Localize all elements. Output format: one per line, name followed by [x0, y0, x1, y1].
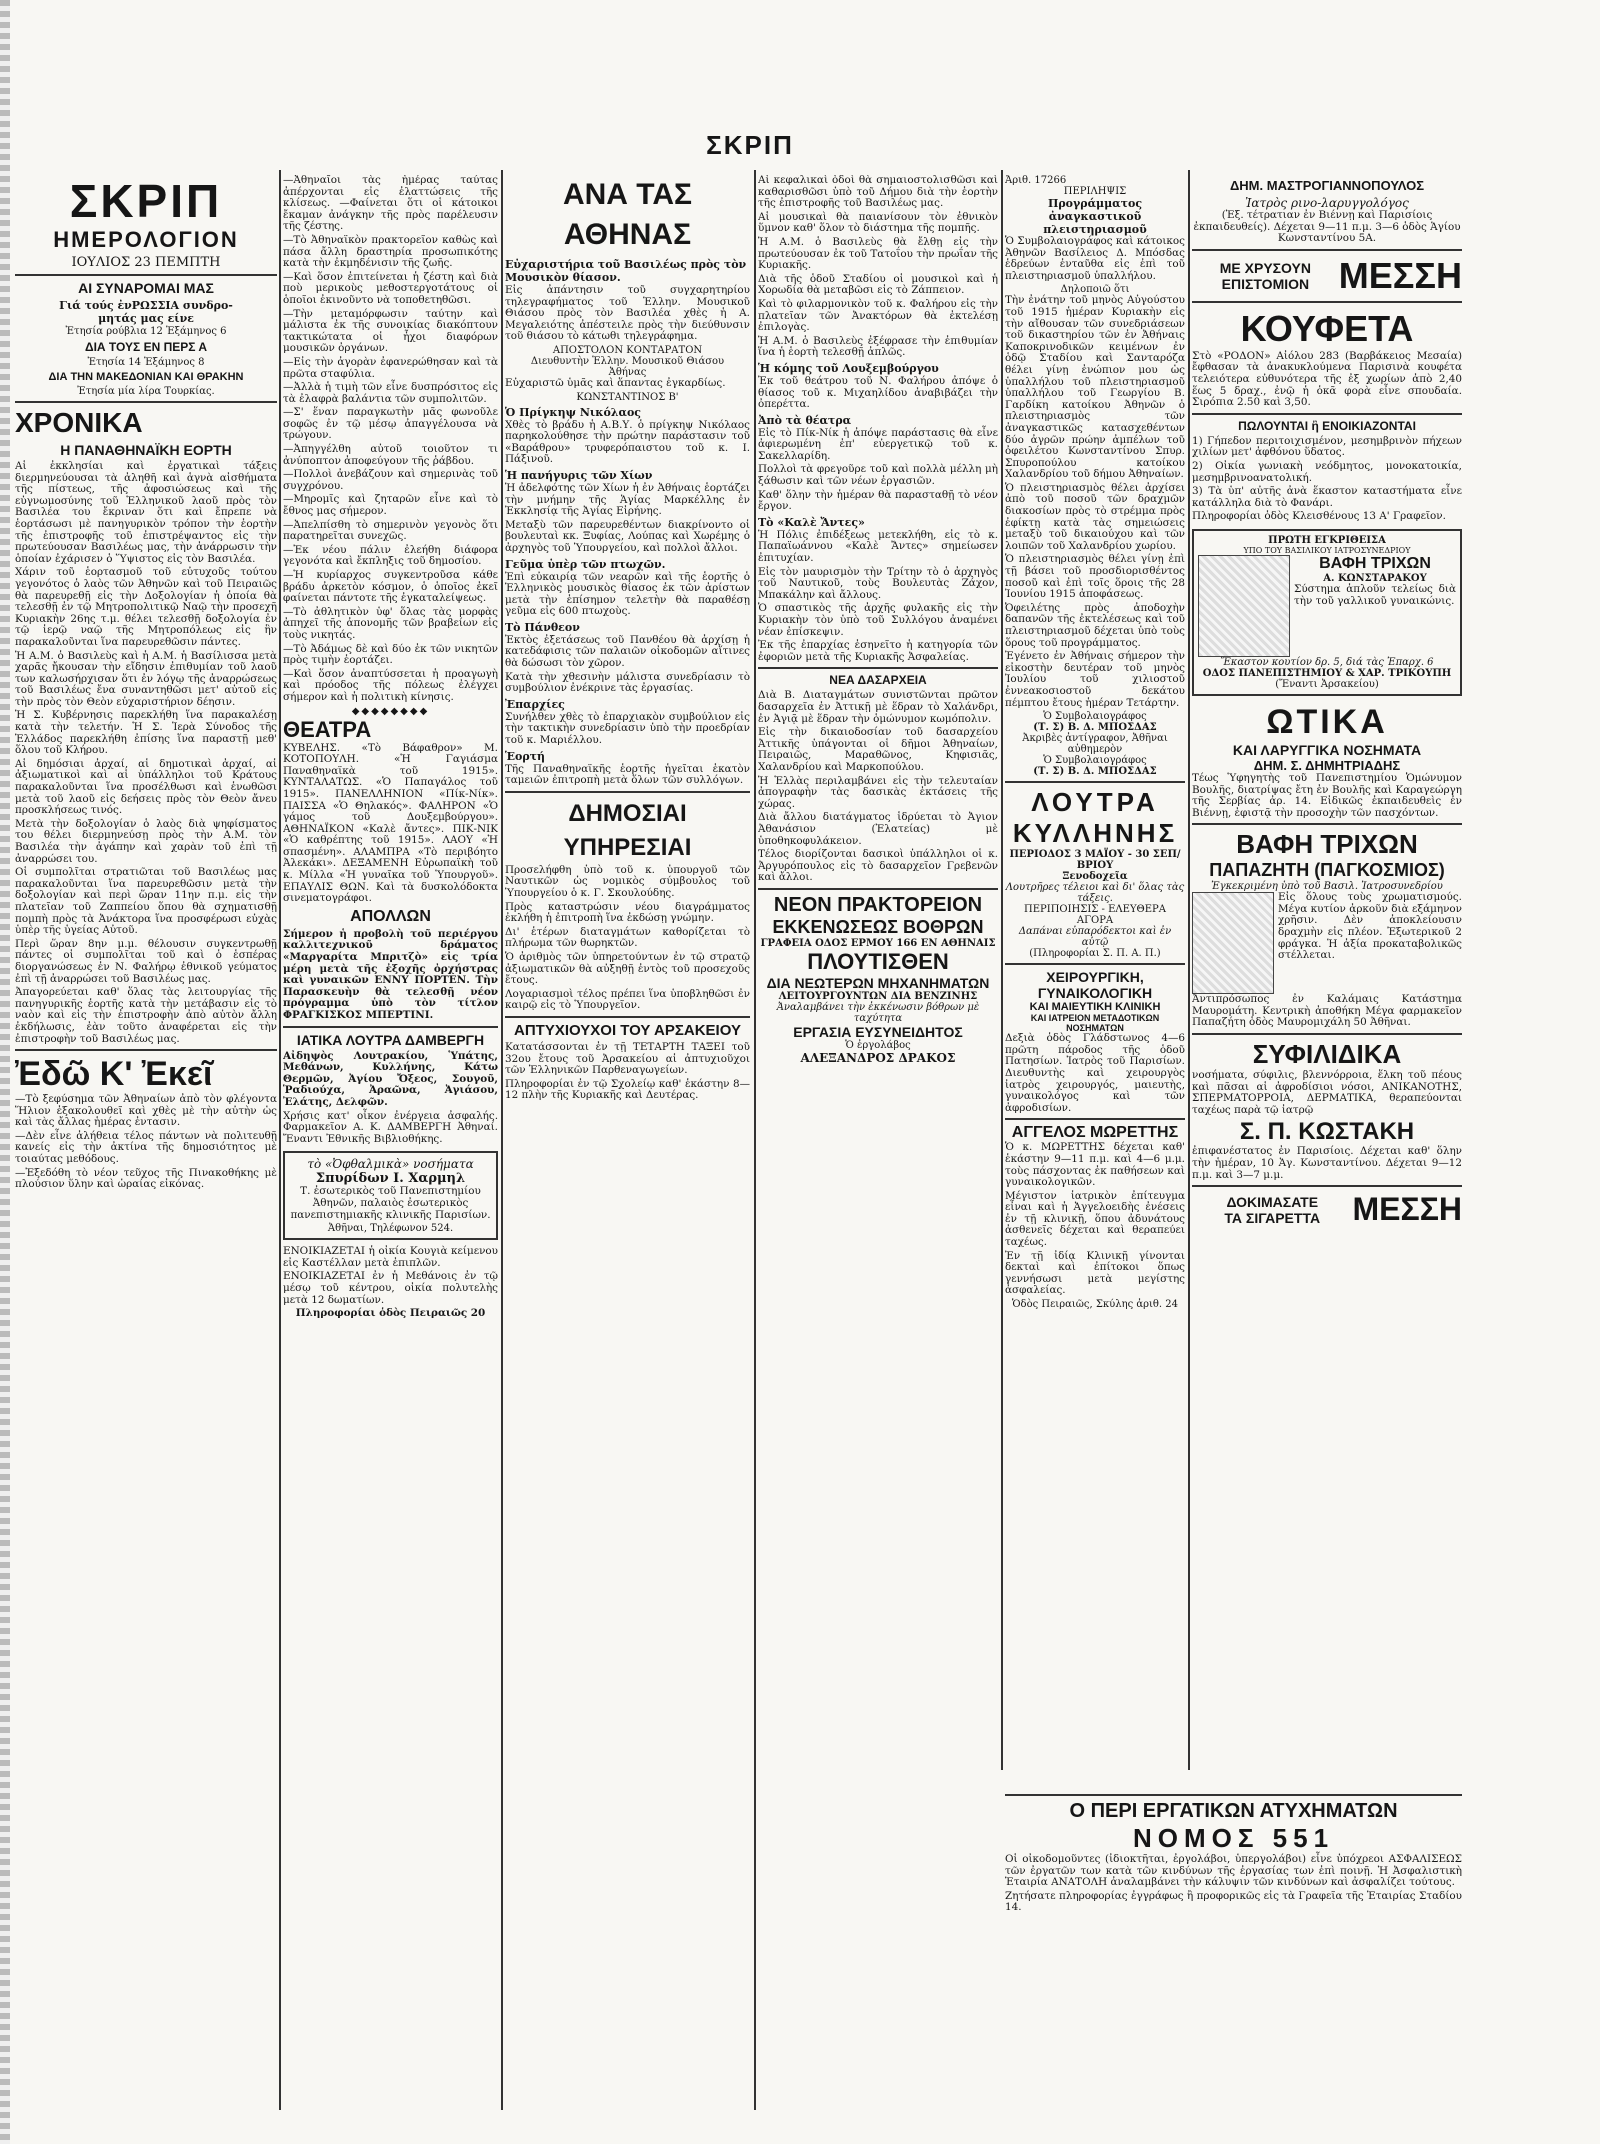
- ad-sale-item: 2) Οἰκία γωνιακὴ νεόδμητος, μονοκατοικία, μεσημβρινοανατολική.: [1192, 459, 1462, 484]
- ad-papazitis-subtitle: ΠΑΠΑΖΗΤΗ (ΠΑΓΚΟΣΜΙΟΣ): [1209, 860, 1445, 881]
- ad-papazitis-title: ΒΑΦΗ ΤΡΙΧΩΝ: [1236, 829, 1418, 860]
- ad-kyllini-cost: Δαπάναι εὐπαρόδεκτοι καὶ ἐν αὐτῷ: [1018, 926, 1172, 949]
- ad-kyllini-info: (Πληροφορίαι Σ. Π. Α. Π.): [1029, 948, 1161, 960]
- notice-declare: Δηλοποιῶ ὅτι: [1060, 284, 1130, 296]
- article-paragraph: Ἡ Σ. Κυβέρνησις παρεκλήθη ἵνα παρακαλέσῃ κατὰ τὴν τελετήν. Ἡ Σ. Ἱερὰ Σύνοδος τῆς Ἑλλάδος παρεκλήθη ἐπίσης ἵνα παραστῇ μεθ' ὅλου τοῦ Κλήρου.: [15, 709, 277, 757]
- ad-hair-dye-maker: Α. ΚΩΝΣΤΑΡΑΚΟΥ: [1323, 572, 1427, 584]
- ad-ophthalmology-doctor: Σπυρίδων Ι. Χαρμηλ: [315, 1171, 466, 1187]
- subheading: Ἀπὸ τὰ θέατρα: [758, 413, 852, 427]
- date-line: ΙΟΥΛΙΟΣ 23 ΠΕΜΠΤΗ: [71, 255, 221, 270]
- ad-agency-service: Ἀναλαμβάνει τὴν ἐκκένωσιν βόθρων μὲ ταχύτητα: [776, 1001, 980, 1024]
- ad-hair-dye-landmark: (Ἔναντι Ἀρσακείου): [1275, 678, 1379, 690]
- divider: [505, 1016, 750, 1018]
- ad-syphilis-doctor: Σ. Π. ΚΩΣΤΑΚΗ: [1239, 1118, 1415, 1146]
- section-heading-chronika: ΧΡΟΝΙΚΑ: [15, 407, 143, 438]
- ad-agency-address: ΓΡΑΦΕΙΑ ΟΔΟΣ ΕΡΜΟΥ 166 ΕΝ ΑΘΗΝΑΙΣ: [760, 937, 996, 949]
- calendar-heading: ΗΜΕΡΟΛΟΓΙΟΝ: [53, 227, 239, 252]
- notice-copy: Ἀκριβὲς ἀντίγραφον, Ἀθῆναι αὐθημερὸν: [1022, 733, 1168, 756]
- ad-morettis-text: Ὁ κ. ΜΩΡΕΤΤΗΣ δέχεται καθ' ἑκάστην 9—11 π.μ. καὶ 4—6 μ.μ. τοὺς πάσχοντας ἐκ παθήσεων καὶ γυναικολογικῶν.: [1005, 1141, 1185, 1189]
- ad-agency-title: ΝΕΟΝ ΠΡΑΚΤΟΡΕΙΟΝ: [773, 893, 983, 916]
- article-paragraph: Δι' ἑτέρων διαταγμάτων καθορίζεται τὸ πλήρωμα τῶν θωρηκτῶν.: [505, 925, 750, 950]
- subscriptions-heading: ΑΙ ΣΥΝΑΡΟΜΑΙ ΜΑΣ: [78, 280, 214, 296]
- article-title-panathenaic: Η ΠΑΝΑΘΗΝΑΪΚΗ ΕΟΡΤΗ: [60, 442, 232, 458]
- divider: [1005, 1118, 1185, 1120]
- article-paragraph: —Ἐξεδόθη τὸ νέον τεῦχος τῆς Πινακοθήκης μὲ πλούσιον ὕλην καὶ ὡραίας εἰκόνας.: [15, 1166, 277, 1191]
- ad-agency-machines: ΔΙΑ ΝΕΩΤΕΡΩΝ ΜΗΧΑΝΗΜΑΤΩΝ: [766, 974, 990, 991]
- notice-summary: ΠΕΡΙΛΗΨΙΣ: [1063, 186, 1127, 197]
- man-portrait-icon: [1192, 892, 1274, 994]
- divider: [1192, 1033, 1462, 1035]
- logo: ΣΚΡΙΠ: [69, 175, 223, 227]
- article-paragraph: Ἐκτὸς ἐξετάσεως τοῦ Πανθέου θὰ ἀρχίσῃ ἡ κατεδάφισις τῶν παλαιῶν οἰκοδομῶν αἵτινες θὰ δώσωσι τὸν χῶρον.: [505, 633, 750, 670]
- article-paragraph: Εἰς τὴν δικαιοδοσίαν τοῦ δασαρχείου Ἀττικῆς ὑπάγονται οἱ δῆμοι Ἀθηναίων, Πειραιῶς, Μαραθῶνος, Κηφισιᾶς, Χαλανδρίου καὶ Μαρκοπούλου.: [758, 726, 998, 773]
- divider: [758, 667, 998, 669]
- column-6: [1192, 175, 1462, 1775]
- ad-hair-dye-price: Ἕκαστον κουτίον δρ. 5, διά τὰς Ἐπαρχ. 6: [1220, 656, 1434, 668]
- masthead: ΣΚΡΙΠ: [706, 130, 794, 160]
- ad-morettis-title: ΑΓΓΕΛΟΣ ΜΩΡΕΤΤΗΣ: [1011, 1124, 1179, 1142]
- divider: [1192, 1185, 1462, 1187]
- ad-agency-contractor: Ὁ ἐργολάβος: [845, 1039, 911, 1051]
- subheading: Ὁ Πρίγκηψ Νικόλαος: [505, 405, 641, 419]
- article-paragraph: Λογαριασμοὶ τέλος πρέπει ἵνα ὑποβληθῶσι ἐν καιρῷ εἰς τὸ Ὑπουργεῖον.: [505, 987, 750, 1012]
- article-paragraph: —Δὲν εἶνε ἀλήθεια τέλος πάντων νὰ πολιτευθῇ κανείς εἰς τὴν ἀκτίνα τῆς δημοσιότητος μὲ τοιαύτας μεθόδους.: [15, 1129, 277, 1166]
- article-paragraph: Διὰ Β. Διαταγμάτων συνιστῶνται πρῶτον δασαρχεῖα ἐν Ἀττικῇ μὲ ἕδραν τὸ Χαλάνδρι, ἐν Ἀγιᾷ μὲ ἕδραν τὴν ὁμώνυμον κωμόπολιν.: [758, 689, 998, 725]
- ad-agency-name: ΑΛΕΞΑΝΔΡΟΣ ΔΡΑΚΟΣ: [800, 1050, 956, 1065]
- section-heading-here-and-there: Ἐδῶ Κ' Ἐκεῖ: [15, 1055, 213, 1094]
- article-paragraph: Χάριν τοῦ ἑορτασμοῦ τοῦ εὐτυχοῦς τούτου γεγονότος ὁ λαὸς τῶν Ἀθηνῶν καὶ τοῦ Πειραιῶς θὰ παρευρεθῇ εἰς τὴν Δοξολογίαν ἡ ὁποία θὰ τελεσθῇ ἐν τῷ Μητροπολιτικῷ Ναῷ τὴν προσεχῆ Κυριακὴν 26ης τ.μ. θέλει τελεσθῇ δοξολογία ἐν τῷ ἱερῷ ναῷ τῆς Μητροπόλεως εἰς ἣν παρακαλοῦνται ἵνα παρευρεθῶσιν πάντες.: [15, 566, 277, 648]
- subheading: Ἡ πανήγυρις τῶν Χίων: [505, 468, 653, 482]
- divider: [505, 791, 750, 793]
- ad-ophthalmology-text: Τ. ἐσωτερικὸς τοῦ Πανεπιστημίου Ἀθηνῶν, παλαιὸς ἐσωτερικὸς πανεπιστημιακῆς κλινικῆς Παρισίων.: [290, 1185, 491, 1221]
- divider: [1192, 249, 1462, 251]
- divider: [283, 1026, 498, 1028]
- article-paragraph: —Τὸ Ἀδάμως δὲ καὶ δύο ἐκ τῶν νικητῶν πρὸς τιμὴν ἑορτάζει.: [283, 642, 498, 667]
- article-paragraph: Ὁ ἀριθμὸς τῶν ὑπηρετούντων ἐν τῷ στρατῷ ἀξιωματικῶν θὰ αὐξηθῇ ἐντὸς τοῦ προσεχοῦς ἔτους.: [505, 950, 750, 987]
- ornament-divider: ◆◆◆◆◆◆◆◆: [351, 705, 430, 717]
- article-paragraph: —Πολλοὶ ἀνεβάζουν καὶ σημερινὰς τοῦ συγχρόνου.: [283, 468, 498, 492]
- ad-hair-dye-text: Σύστημα ἁπλοῦν τελείως διὰ τὴν τοῦ γαλλικοῦ γυναικώνις.: [1294, 582, 1456, 607]
- article-paragraph: —Καὶ ὅσον ἀναπτύσσεται ἡ προαγωγὴ καὶ πρόοδος τῆς πόλεως ἐλέγχει σήμερον καὶ ἡ πολιτικὴ κίνησις.: [283, 667, 498, 703]
- ad-damvergis-list: Αἰδηψὸς Λουτρακίου, Ὑπάτης, Μεθάνων, Κυλλήνης, Κάτω Θερμῶν, Ἀγίου Ὄξεος, Σουγοῦ, Ῥαδιούχα, Ἀραῶνα, Ἀγιάσου, Ἐλάτης, Δελφῶν.: [283, 1049, 498, 1108]
- telegram-recipient-role: Διευθυντὴν Ἑλλην. Μουσικοῦ Θιάσου: [530, 355, 725, 367]
- ad-otika-subtitle: ΚΑΙ ΛΑΡΥΓΓΙΚΑ ΝΟΣΗΜΑΤΑ: [1232, 741, 1422, 758]
- telegram-recipient-city: Ἀθήνας: [608, 366, 647, 378]
- notice-signer-role-2: Ὁ Συμβολαιογράφος: [1043, 755, 1147, 767]
- article-paragraph: Εὐχαριστῶ ὑμᾶς καὶ ἅπαντας ἐγκαρδίως.: [505, 376, 726, 389]
- ad-syphilis-hours: ἐπιφανέστατος ἐν Παρισίοις. Δέχεται καθ' ὅλην τὴν ἡμέραν, 10 Ἁγ. Κωνσταντίνου. Δέχεται 9—12 π.μ. καὶ 3—7 μ.μ.: [1192, 1145, 1462, 1181]
- ad-syphilis-text: νοσήματα, σύφιλις, βλεννόρροια, ἕλκη τοῦ πέους καὶ πᾶσαι αἱ ἀφροδίσιοι νόσοι, ΑΝΙΚΑΝΟΤΗΣ, ΣΠΕΡΜΑΤΟΡΡΟΙΑ, ΔΕΡΜΑΤΙΚΑ, θεραπεύονται ταχέως παρὰ τῷ ἰατρῷ: [1192, 1069, 1462, 1116]
- notice-paragraph: Ἐγένετο ἐν Ἀθήναις σήμερον τὴν εἰκοστὴν δευτέραν τοῦ μηνὸς Ἰουλίου τοῦ χιλιοστοῦ ἐννεακοσιοστοῦ δεκάτου πέμπτου ἔτους ἡμέραν Τετάρτην.: [1005, 650, 1185, 709]
- column-rule: [501, 170, 503, 2110]
- telegram-recipient: ΑΠΟΣΤΟΛΟΝ ΚΟΝΤΑΡΑΤΟΝ: [552, 344, 703, 356]
- article-paragraph: Αἱ δημόσιαι ἀρχαί, αἱ δημοτικαὶ ἀρχαί, αἱ ἀξιωματικοὶ καὶ αἱ ὑπάλληλοι τοῦ Κράτους παρακαλοῦνται ἵνα προσέλθωσι καὶ ἑνωθῶσι μετὰ τοῦ λαοῦ εἰς δεήσεις πρὸς τὸν Θεὸν ἄνευ προσκλήσεως τινός.: [15, 757, 277, 817]
- article-paragraph: —Ἀθηναῖοι τὰς ἡμέρας ταύτας ἀπέρχονται εἰς ἐλαττώσεις τῆς κλίσεως. —Φαίνεται ὅτι οἱ κάτοικοι ἔκαμαν ἀνάγκην τῆς πρὸς παρέλευσιν τῆς ζέστης.: [283, 175, 498, 233]
- notice-signer-role: Ὁ Συμβολαιογράφος: [1043, 711, 1147, 723]
- ad-otika-title: ΩΤΙΚΑ: [1266, 702, 1388, 741]
- notice-paragraph: Ὁ πλειστηριασμὸς θέλει γίνῃ ἐπὶ τῇ βάσει τοῦ προσδιορισθέντος ποσοῦ καὶ ἐπὶ τοῖς ὅροις τῆς 28 Ἰουνίου 1915 ἀποφάσεως.: [1005, 553, 1185, 601]
- ad-agency-subtitle: ΕΚΚΕΝΩΣΕΩΣ ΒΟΘΡΩΝ: [772, 916, 984, 937]
- ad-sale-title: ΠΩΛΟΥΝΤΑΙ ἢ ΕΝΟΙΚΙΑΖΟΝΤΑΙ: [1238, 418, 1416, 433]
- ad-kyllini-subtitle: ΚΥΛΛΗΝΗΣ: [1012, 818, 1178, 849]
- article-paragraph: —Σ' ἕναν παραγκωτὴν μᾶς φωνοῦλε σοφῶς ἐν τῷ μέσῳ ἀπαγγέλουσα νὰ τρώγουν.: [283, 406, 498, 442]
- ad-papazitis-agent: Ἀντιπρόσωπος ἐν Καλάμαις Κατάστημα Μαυρομάτη. Κεντρικὴ ἀποθήκη Μέγα φαρμακεῖον Παπαζήτη ὁδὸς Μαυρομιχάλη 50 Ἀθῆναι.: [1192, 993, 1462, 1029]
- article-paragraph: —Ἀλλὰ ἡ τιμὴ τῶν εἶνε δυσπρόσιτος εἰς τὰ ἐλαφρὰ βαλάντια τῶν συμπολιτῶν.: [283, 381, 498, 405]
- ad-agency-petrol: ΛΕΙΤΟΥΡΓΟΥΝΤΩΝ ΔΙΑ ΒΕΝΖΙΝΗΣ: [778, 990, 978, 1002]
- divider: [1005, 963, 1185, 965]
- ad-messi-cigarettes: [1192, 1191, 1462, 1228]
- column-4: [758, 175, 998, 2125]
- article-paragraph: Καὶ τὸ φιλαρμονικὸν τοῦ κ. Φαλήρου εἰς τὴν πλατεῖαν τῶν Ἀνακτόρων θὰ ἐκτελέσῃ ἐπιλογὰς.: [758, 297, 998, 334]
- article-paragraph: Τῆς Παναθηναϊκῆς ἑορτῆς ἡγεῖται ἑκατὸν ταμειῶν ἐπιτροπὴ μετὰ ὅλων τῶν συλλόγων.: [505, 762, 750, 787]
- subheading: Ἐπαρχίες: [505, 697, 565, 711]
- article-paragraph: Ὁ σπαστικὸς τῆς ἀρχῆς φυλακῆς εἰς τὴν Κυριακὴν τὸν ὑπὸ τοῦ Συλλόγου ἀναμένει νέαν ἐπίσκεψιν.: [758, 602, 998, 638]
- ad-hair-dye-approver: ΥΠΟ ΤΟΥ ΒΑΣΙΛΙΚΟΥ ΙΑΤΡΟΣΥΝΕΔΡΙΟΥ: [1243, 545, 1411, 555]
- arsakeio-heading: ΑΠΤΥΧΙΟΥΧΟΙ ΤΟΥ ΑΡΣΑΚΕΙΟΥ: [514, 1021, 741, 1039]
- ad-kyllini-service: ΠΕΡΙΠΟΙΗΣΙΣ - ΕΛΕΥΘΕΡΑ ΑΓΟΡΑ: [1024, 904, 1166, 927]
- ad-messi-mouthpiece: [1192, 255, 1462, 297]
- column-1: [15, 175, 277, 2125]
- article-paragraph: Αἱ ἐκκλησίαι καὶ ἐργατικαὶ τάξεις διερμηνεύουσαι τὰ ἀληθῆ καὶ ἁγνὰ αἰσθήματα τῆς πίστεως, τῆς ἀφοσιώσεως καὶ τῆς εὐγνωμοσύνης τοῦ Ἑλληνικοῦ λαοῦ πρὸς τὸν Βασιλέα του ἔκριναν ὅτι καὶ ἔπρεπε νὰ ἑορτάσωσι μὲ πανηγυρικὸν τρόπον τὴν ἑορτὴν τῆς ἐπιστροφῆς τοῦ ἐπιστρέψαντος εἰς τὴν πρωτεύουσαν Βασιλέως μας, τὴν ἀνάρρωσιν τὴν ὁποίαν ἐχάρισεν ὁ Ὕψιστος εἰς τὸν Βασιλέα.: [15, 460, 277, 565]
- ad-rent-1: ΕΝΟΙΚΙΑΖΕΤΑΙ ἡ οἰκία Κουγιὰ κείμενου εἰς Καστέλλαν μετὰ ἐπιπλῶν.: [283, 1245, 498, 1269]
- article-paragraph: —Τὸ Ἀθηναϊκὸν πρακτορεῖον καθὼς καὶ πάσα ἄλλη δραστηρία προσωπικότης κατὰ τὴν ἐκμηδένισιν τῆς ζωῆς.: [283, 233, 498, 270]
- article-paragraph: Ἡ ἀδελφότης τῶν Χίων ἡ ἐν Ἀθήναις ἑορτάζει τὴν μνήμην τῆς Ἁγίας Μαρκέλλης ἐν Ἐκκλησίᾳ τῆς Ἀγίας Εἰρήνης.: [505, 481, 750, 518]
- divider: [1005, 781, 1185, 783]
- article-paragraph: Διὰ τῆς ὁδοῦ Σταδίου οἱ μουσικοὶ καὶ ἡ Χορωδία θὰ μεταβῶσι εἰς τὸ Ζάππειον.: [758, 272, 998, 297]
- article-paragraph: Κατὰ τὴν χθεσινὴν μάλιστα συνεδρίασιν τὸ συμβούλιον ἐνέκρινε τὰς ἐργασίας.: [505, 670, 750, 695]
- article-paragraph: Πληροφορίαι ἐν τῷ Σχολείῳ καθ' ἑκάστην 8—12 πλὴν τῆς Κυριακῆς καὶ Δευτέρας.: [505, 1077, 750, 1102]
- apollon-paragraph: Σήμερον ἡ προβολὴ τοῦ περιέργου καλλιτεχνικοῦ δράματος «Μαργαρίτα Μπριτζὸ» εἰς τρία μέρη μετὰ τῆς ἐξοχῆς ὀρχήστρας καὶ γυναικῶν ΕΝΝΥ ΠΟΡΤΕΝ. Τὴν Παρασκευὴν θὰ τελεσθῇ νέον πρόγραμμα ὑπὸ τὸν τίτλον ΦΡΑΓΚΙΣΚΟΣ ΜΠΕΡΤΙΝΙ.: [283, 927, 498, 1021]
- article-paragraph: Ἡ Α.Μ. ὁ Βασιλεὺς θὰ ἔλθῃ εἰς τὴν πρωτεύουσαν ἐκ τοῦ Τατοΐου τὴν πρωΐαν τῆς Κυριακῆς.: [758, 235, 998, 272]
- article-paragraph: Διὰ ἄλλου διατάγματος ἱδρύεται τὸ Ἀγιον Ἀθανάσιον (Ἐλατείας) μὲ ὑποθηκοφυλάκειον.: [758, 811, 998, 847]
- article-paragraph: Περὶ ὥραν 8ην μ.μ. θέλουσιν συγκεντρωθῇ πάντες οἱ συμπολῖται τοῦ καὶ ὁ ἑσπέρας διοργανώσεως ἐν Ν. Φαλήρῳ ἐθνικοῦ γεύματος ἐπὶ τῇ ἀναρρώσει τοῦ Βασιλέως μας.: [15, 937, 277, 985]
- divider: [15, 1049, 277, 1051]
- article-paragraph: Καθ' ὅλην τὴν ἡμέραν θὰ παρασταθῇ τὸ νέον ἔργον.: [758, 488, 998, 513]
- ad-syphilis-title: ΣΥΦΙΛΙΔΙΚΑ: [1252, 1039, 1402, 1070]
- column-2: [283, 175, 498, 2125]
- article-paragraph: —Καὶ ὅσον ἐπιτείνεται ἡ ζέστη καὶ διὰ ποὺ μερικοὺς μεθοστεργοτάτους οἱ ὁποῖοι ἐκινοῦντο νὰ τοποθετηθῶσι.: [283, 270, 498, 306]
- notice-signer: (Τ. Σ) Β. Δ. ΜΠΟΣΔΑΣ: [1033, 722, 1157, 734]
- column-rule: [279, 170, 281, 2110]
- column-rule: [1001, 170, 1003, 1770]
- article-paragraph: Αἱ κεφαλικαὶ ὁδοὶ θὰ σημαιοστολισθῶσι καὶ καθαρισθῶσι ὑπὸ τοῦ Δήμου διὰ τὴν ἑορτὴν τῆς ἐπιστροφῆς τοῦ Βασιλέως μας.: [758, 175, 998, 210]
- ad-cigarettes-line-1: ΔΟΚΙΜΑΣΑΤΕ: [1226, 1193, 1319, 1210]
- ad-hair-dye-title: ΒΑΦΗ ΤΡΙΧΩΝ: [1319, 554, 1431, 572]
- ad-clinic-subtitle: ΚΑΙ ΜΑΙΕΥΤΙΚΗ ΚΛΙΝΙΚΗ: [1029, 1001, 1161, 1014]
- subheading: Γεῦμα ὑπὲρ τῶν πτωχῶν.: [505, 557, 666, 571]
- divider: [758, 888, 998, 890]
- article-paragraph: Ἡ Α.Μ. ὁ Βασιλεὺς καὶ ἡ Α.Μ. ἡ Βασίλισσα μετὰ χαρᾶς ἤκουσαν τὴν εἴδησιν ἐπιθυμίαν τοῦ λαοῦ των καλωσήρχισαν ὅτι ἐν λόγῳ τῆς ἀναρρώσεως τοῦ Βασιλέως ἔνα συναντηθῶσι μετ' αὐτοῦ εἰς τὴν πρὸς τὸν Θεὸν εὐχαριστήριον δέησιν.: [15, 649, 277, 708]
- article-paragraph: Ἀπαγορεύεται καθ' ὅλας τὰς λειτουργίας τῆς πανηγυρικῆς ἑορτῆς κατὰ τὴν μετάβασιν εἰς τὸ ναὸν καὶ εἰς τὴν ἐπιστροφὴν ἀπὸ αὐτὸν ἄλλη ἐκδήλωσις, ἐὰν τοῦτο ἀναφέρεται εἰς τὴν ἐπιστροφὴν τοῦ Βασιλέως μας.: [15, 986, 277, 1045]
- ad-kyllini-title: ΛΟΥΤΡΑ: [1031, 787, 1159, 818]
- article-paragraph: Ἡ Πόλις ἐπιδέξεως μετεκλήθη, εἰς τὸ κ. Παπαϊωάννου «Καλὲ Ἄντες» σημείωσεν ἐπιτυχίαν.: [758, 528, 998, 565]
- ad-cigarettes-brand: ΜΕΣΣΗ: [1352, 1191, 1462, 1228]
- notice-paragraph: Ὀφειλέτης πρὸς ἀποδοχὴν δαπανῶν τῆς ἐκτελέσεως καὶ τοῦ πλειστηριασμοῦ δέχεται ὑπὸ τοὺς ὅρους τοῦ προγράμματος.: [1005, 601, 1185, 649]
- subheading: Ἑορτή: [505, 749, 546, 763]
- ad-doctor-name: ΔΗΜ. ΜΑΣΤΡΟΓΙΑΝΝΟΠΟΥΛΟΣ: [1229, 178, 1425, 193]
- law-number: ΝΟΜΟΣ 551: [1132, 1823, 1335, 1853]
- ad-rent-2: ΕΝΟΙΚΙΑΖΕΤΑΙ ἐν ἡ Μεθάνοις ἐν τῷ μέσῳ τοῦ κέντρου, οἰκία πολυτελὴς μετὰ 12 δωματίων.: [283, 1270, 498, 1306]
- ad-sale-item: 3) Τὰ ὑπ' αὐτῆς ἀνὰ ἕκαστον καταστήματα εἶνε κατάλληλα διὰ τὸ Φανάρι.: [1192, 485, 1462, 509]
- subheading: Τὸ «Καλὲ Ἄντες»: [758, 515, 865, 529]
- ad-hair-dye-box: [1192, 529, 1462, 696]
- divider: [1005, 1794, 1462, 1796]
- article-paragraph: Εἰς τὸ Πίκ-Νίκ ἡ ἀπόψε παράστασις θὰ εἶνε ἀφιερωμένη ἐπ' εὐεργετικῷ τοῦ κ. Σακελλαρίδη.: [758, 426, 998, 462]
- article-paragraph: —Εἰς τὴν ἀγορὰν ἐφανερώθησαν καὶ τὰ πρῶτα σταφύλια.: [283, 355, 498, 380]
- article-paragraph: Ἐκ τοῦ θεάτρου τοῦ Ν. Φαλήρου ἀπόψε ὁ θίασος τοῦ κ. Μιχαηλίδου ἀναβιβάζει τὴν ὀπερέττα.: [758, 374, 998, 411]
- notice-signer-2: (Τ. Σ) Β. Δ. ΜΠΟΣΔΑΣ: [1033, 766, 1157, 778]
- ad-clinic-subtitle-2: ΚΑΙ ΙΑΤΡΕΙΟΝ ΜΕΤΑΔΟΤΙΚΩΝ ΝΟΣΗΜΑΤΩΝ: [1030, 1013, 1160, 1034]
- forestry-heading: ΝΕΑ ΔΑΣΑΡΧΕΙΑ: [829, 673, 927, 688]
- ad-ophthalmology-box: [283, 1151, 498, 1240]
- ad-kyllini-period: ΠΕΡΙΟΔΟΣ 3 ΜΑΪΟΥ - 30 ΣΕΠ/ΒΡΙΟΥ: [1009, 849, 1181, 872]
- article-paragraph: Εἰς τὸν μαυρισμὸν τὴν Τρίτην τὸ ὁ ἀρχηγὸς τοῦ Ναυτικοῦ, τοὺς Βουλευτὰς Ζάχον, Μπακάλην καὶ ἄλλους.: [758, 565, 998, 601]
- article-paragraph: Τέλος διορίζονται δασικοὶ ὑπάλληλοι οἱ κ. Ἀργυρόπουλος εἰς τὸ δασαρχεῖον Γρεβενῶν καὶ ἄλλοι.: [758, 848, 998, 884]
- article-paragraph: Εἰς ἀπάντησιν τοῦ συγχαρητηρίου τηλεγραφήματος τοῦ Ἑλλην. Μουσικοῦ Θιάσου πρὸς τὸν Βασιλέα χθὲς ἡ Α. Μεγαλειότης ἀπέστειλε πρὸς τὴν διεύθυνσιν τοῦ θιάσου τὸ κάτωθι τηλεγράφημα.: [505, 284, 750, 343]
- ad-hair-dye-address: ΟΔΟΣ ΠΑΝΕΠΙΣΤΗΜΙΟΥ & ΧΑΡ. ΤΡΙΚΟΥΠΗ: [1202, 667, 1452, 679]
- ad-sale-item: 1) Γήπεδον περιτοιχισμένον, μεσημβρινὸν πήχεων χιλίων μετ' ἀφθόνου ὕδατος.: [1192, 434, 1462, 459]
- section-title-athens: ΑΝΑ ΤΑΣ ΑΘΗΝΑΣ: [562, 178, 693, 251]
- law-text: Οἱ οἰκοδομοῦντες (ἰδιοκτῆται, ἐργολάβοι, ὑπεργολάβοι) εἶνε ὑπόχρεοι ΑΣΦΑΛΙΣΕΩΣ τῶν ἐργατῶν των κατὰ τῶν κινδύνων τῆς ἐργασίας των ἐπὶ ποινῇ. Ἡ Ἀσφαλιστικὴ Ἑταιρία ΑΝΑΤΟΛΗ ἀναλαμβάνει τὴν κάλυψιν τῶν κινδύνων καὶ ἀσφαλίζει τούτους.: [1005, 1853, 1462, 1889]
- ad-otika-doctor: ΔΗΜ. Σ. ΔΗΜΗΤΡΙΑΔΗΣ: [1253, 757, 1401, 773]
- article-paragraph: Προσελήφθη ὑπὸ τοῦ κ. ὑπουργοῦ τῶν Ναυτικῶν ὡς νομικὸς σύμβουλος τοῦ Ὑπουργείου ὁ κ. Γ. Σκουλούδης.: [505, 863, 750, 899]
- article-paragraph: Ἐκ τῆς ἐπαρχίας ἐσηνεῖτο ἡ κατηγορία τῶν ἐφοριῶν μετὰ τῆς Κυριακῆς Ἀσφαλείας.: [758, 639, 998, 663]
- ad-messi-brand: ΜΕΣΣΗ: [1338, 254, 1462, 296]
- apollon-heading: ΑΠΟΛΛΩΝ: [350, 907, 431, 925]
- notice-paragraph: Ὁ πλειστηριασμὸς θέλει ἀρχίσει ἀπὸ τοῦ ποσοῦ τῶν δραχμῶν διακοσίων πρὸς τὸ στρέμμα πρὸς ἐφίκτῃ κατὰ τὰς σημειώσεις μεταξὺ τοῦ δικαιούχου καὶ τῶν λοιπῶν τοῦ Χαλανδρίου χωρίου.: [1005, 481, 1185, 552]
- subscription-persia-price: Ἐτησία 14 Ἑξάμηνος 8: [87, 357, 205, 368]
- ad-agency-enriched: ΠΛΟΥΤΙΣΘΕΝ: [807, 948, 949, 974]
- ad-papazitis-approved: Ἐγκεκριμένη ὑπὸ τοῦ Βασιλ. Ἰατροσυνεδρίου: [1211, 881, 1443, 893]
- divider: [15, 274, 277, 276]
- article-paragraph: Μεταξὺ τῶν παρευρεθέντων διακρίνοντο οἱ βουλευταὶ κκ. Ξυφίας, Λούπας καὶ Χωρέμης ὁ ἀρχηγὸς τοῦ Ὑπουργείου, καὶ πολλοὶ ἄλλοι.: [505, 518, 750, 554]
- article-paragraph: Κατατάσσονται ἐν τῇ ΤΕΤΑΡΤΗ ΤΑΞΕΙ τοῦ 32ου ἔτους τοῦ Ἀρσακείου αἱ ἀπτυχιοῦχοι τῶν Ἑλληνικῶν Παρθεναγωγείων.: [505, 1040, 750, 1077]
- article-paragraph: —Ἡ κυρίαρχος συγκεντροῦσα κάθε βράδυ ἀρκετὸν κόσμον, ὁ ὁποῖος ἐκεῖ φαίνεται πάντοτε τῆς ἐγκαταλείψεως.: [283, 569, 498, 605]
- ad-ophthalmology-title: τὸ «Ὀφθαλμικὰ» νοσήματα: [307, 1157, 474, 1172]
- ad-agency-work: ΕΡΓΑΣΙΑ ΕΥΣΥΝΕΙΔΗΤΟΣ: [793, 1023, 963, 1040]
- article-paragraph: Πολλοὶ τὰ φρεγοῦρε τοῦ καὶ πολλὰ μέλλη μὴ ξάθωσιν καὶ τῶν νέων ἐργασιῶν.: [758, 463, 998, 488]
- notice-paragraph: Τὴν ἐνάτην τοῦ μηνὸς Αὐγούστου τοῦ 1915 ἡμέραν Κυριακὴν εἰς τὴν αἴθουσαν τῶν συνεδριάσεων τοῦ δικαστηρίου τῶν ἐν Ἀθήναις Καποκρινοδικῶν κειμένων ἐν ὁδῷ Σταδίου καὶ Σανταρόζα θέλει γίνῃ ἐνώπιον μου ὡς ὑπαλλήλου τοῦ πλειστηριασμοῦ ὑπαλλήλου τοῦ Γεωργίου Β. Γαρδίκη κατοίκου Ἀθηνῶν ὁ πλειστηριασμὸς τῶν ἀναγκαστικῶς κατασχεθέντων δύο ἀγρῶν πρώην ἀμπέλων τοῦ ὀφειλέτου Κωνσταντίνου Σπυρ. Σπυροπούλου κατοίκου Χαλανδρίου τοῦ δήμου Ἀθηναίων.: [1005, 294, 1185, 481]
- ad-papazitis-text: Εἰς ὅλους τοὺς χρωματισμούς. Μέγα κυτίον ἀρκοῦν διὰ εξάμηνον χρῆσιν. Δὲν ἀποκλείουσιν δραχμὴν εἰς πλέον. Ἐξωτερικοῦ 2 φράγκα. Ἡ ἀξία προκαταβολικῶς στέλλεται.: [1278, 891, 1462, 962]
- divider: [1192, 823, 1462, 825]
- column-rule: [1188, 170, 1190, 1770]
- article-paragraph: Χθὲς τὸ βράδυ ἡ Α.Β.Υ. ὁ πρίγκηψ Νικόλαος παρηκολούθησε τὴν πρώτην παράστασιν τοῦ «Βαράθρου» τρυφερόπαιστου τοῦ κ. Ι. Πάξινοῦ.: [505, 418, 750, 466]
- ad-morettis-address: Ὁδὸς Πειραιῶς, Σκύλης ἀριθ. 24: [1011, 1299, 1179, 1311]
- divider: [15, 401, 277, 403]
- subscription-russia-price: Ἐτησία ρούβλια 12 Ἑξάμηνος 6: [65, 326, 227, 337]
- notice-title: Προγράμματος ἀναγκαστικοῦ πλειστηριασμοῦ: [1043, 197, 1147, 236]
- article-paragraph: Αἱ μουσικαὶ θὰ παιανίσουν τὸν ἐθνικὸν ὕμνον καθ' ὅλον τὸ διάστημα τῆς πομπῆς.: [758, 210, 998, 235]
- section-heading-theatres: ΘΕΑΤΡΑ: [283, 716, 372, 742]
- ad-doctor-specialty: Ἰατρὸς ρινο-λαρυγγολόγος: [1245, 196, 1409, 210]
- ad-kyllini-hotels: Ξενοδοχεῖα: [1062, 871, 1128, 883]
- subscription-persia: ΔΙΑ ΤΟΥΣ ΕΝ ΠΕΡΣ Α: [84, 340, 208, 354]
- section-title-public-services: ΔΗΜΟΣΙΑΙ ΥΠΗΡΕΣΙΑΙ: [563, 799, 692, 861]
- divider: [1192, 301, 1462, 303]
- ad-sale-info: Πληροφορίαι ὁδὸς Κλεισθένους 13 Α' Γραφεῖον.: [1192, 510, 1446, 523]
- ad-clinic-title: ΧΕΙΡΟΥΡΓΙΚΗ, ΓΥΝΑΙΚΟΛΟΓΙΚΗ: [1037, 969, 1153, 1002]
- subheading: Τὸ Πάνθεον: [505, 620, 580, 634]
- ad-damvergis-text: Χρήσις κατ' οἶκον ἐνέργεια ἀσφαλής. Φαρμακεῖον Α. Κ. ΔΑΜΒΕΡΓΗ Ἀθηναί. Ἔναντι Ἐθνικῆς Βιβλιοθήκης.: [283, 1109, 498, 1145]
- telegram-signature: ΚΩΝΣΤΑΝΤΙΝΟΣ Β': [576, 391, 679, 403]
- article-paragraph: Ἡ Α.Μ. ὁ Βασιλεὺς ἐξέφρασε τὴν ἐπιθυμίαν ἵνα ἡ ἑορτὴ τελεσθῇ ἀπλῶς.: [758, 334, 998, 359]
- ad-morettis-text: Ἐν τῇ ἰδίᾳ Κλινικῇ γίνονται δεκταὶ καὶ ἐπίτοκοι ὅπως γεννήσωσι μετὰ μεγίστης ἀσφαλείας.: [1005, 1249, 1185, 1297]
- ad-messi-line-1: ΜΕ ΧΡΥΣΟΥΝ: [1219, 259, 1312, 276]
- article-paragraph: —Ἐκ νέου πάλιν ἐλεήθη διάφορα γεγονότα καὶ ἔκπληξις τοῦ δημοσίου.: [283, 543, 498, 568]
- column-5: [1005, 175, 1185, 1775]
- woman-portrait-icon: [1198, 555, 1290, 657]
- article-paragraph: Μετὰ τὴν δοξολογίαν ὁ λαὸς διὰ ψηφίσματος του θέλει διερμηνεύσῃ πρὸς τὴν Α.Μ. τὸν Βασιλέα τὴν ἀγάπην καὶ χαρὰν τοῦ ἐπὶ τῇ ἀναρρώσει του.: [15, 817, 277, 865]
- article-paragraph: Ἡ Ἑλλὰς περιλαμβάνει εἰς τὴν τελευταίαν ἀπογραφὴν τὰς δασικὰς ἐκτάσεις τῆς χώρας.: [758, 774, 998, 810]
- ad-cigarettes-line-2: ΤΑ ΣΙΓΑΡΕΤΤΑ: [1224, 1209, 1321, 1226]
- notice-number: Ἀριθ. 17266: [1005, 175, 1067, 186]
- article-paragraph: —Μηρομῖς καὶ ζηταρῶν εἶνε καὶ τὸ ἔθνος μας σήμερον.: [283, 493, 498, 518]
- ad-koufeta-title: ΚΟΥΦΕΤΑ: [1240, 307, 1414, 349]
- article-paragraph: Συνήλθεν χθὲς τὸ ἐπαρχιακὸν συμβούλιον εἰς τὴν τακτικὴν συνεδρίασιν ὑπὸ τὴν προεδρίαν τοῦ κ. Μαριέλλου.: [505, 710, 750, 747]
- law-title: Ο ΠΕΡΙ ΕΡΓΑΤΙΚΩΝ ΑΤΥΧΗΜΑΤΩΝ: [1069, 1800, 1398, 1822]
- law-text-2: Ζητήσατε πληροφορίας ἐγγράφως ἢ προφορικῶς εἰς τὰ Γραφεῖα τῆς Ἑταιρίας Σταδίου 14.: [1005, 1889, 1462, 1914]
- article-paragraph: —Τὴν μεταμόρφωσιν ταύτην καὶ μάλιστα ἐκ τῆς συνοικίας διακόπτουν τακτικώτατα οἱ ἦχοι διαφόρων μουσικῶν ὀργάνων.: [283, 307, 498, 355]
- column-3: [505, 175, 750, 2125]
- ad-rent-2-info: Πληροφορίαι ὁδὸς Πειραιῶς 20: [295, 1307, 486, 1320]
- article-paragraph: Οἱ συμπολῖται στρατιῶται τοῦ Βασιλέως μας παρακαλοῦνται ἵνα παρευρεθῶσιν μετὰ τὴν δοξολογίαν καὶ περὶ ὥραν 11ην π.μ. εἰς τὴν πλατεῖαν τοῦ Ζαππείου ὅπου θὰ σχηματισθῇ πομπὴ πρὸς τὰ Ἀνάκτορα ἵνα προσφέρωσι εὐχὰς ὑπὲρ τῆς ὑγείας Αὐτοῦ.: [15, 866, 277, 937]
- column-rule: [754, 170, 756, 2110]
- subscription-macedonia-price: Ἐτησία μία λίρα Τουρκίας.: [77, 386, 215, 397]
- article-paragraph: —Ἀπηγγέλθη αὐτοῦ τοιοῦτον τι ἀνύποπτον ἀποφεύγουν τῆς ῥάβδου.: [283, 443, 498, 467]
- ad-otika-text: Τέως Ὑφηγητὴς τοῦ Πανεπιστημίου Ὁμώνυμον Βουλῆς, διατρίψας ἔτη ἐν Βουλῆς καὶ Καραγεώργη τῆς Σερβίας ἀρ. 14. Εἰδικῶς ἐκπαιδευθεὶς ἐν Βιέννῃ, ἐφιστᾷ τὴν προσοχὴν τῶν πασχόντων.: [1192, 771, 1462, 819]
- article-paragraph: —Ἀπελπίσθη τὸ σημερινὸν γεγονὸς ὅτι παρατηρεῖται συνεχῶς.: [283, 518, 498, 543]
- article-paragraph: —Τὸ ἀθλητικὸν ὑφ' ὅλας τὰς μορφὰς ἀπηχεῖ τῆς ἀπονομῆς τῶν βραβείων εἰς τοὺς νικητάς.: [283, 605, 498, 641]
- ad-morettis-text: Μέγιστον ἱατρικὸν ἐπίτευγμα εἶναι καὶ ἡ Ἀγγελοειδὴς ἐνέσεις ἐν τῇ κλινικῇ, ὅπου ἀδυνάτους ἀσθενεῖς δέχεται καὶ θεραπεύει ταχέως.: [1005, 1189, 1185, 1249]
- page-edge-scan: [0, 0, 10, 2144]
- theatre-listings: ΚΥΒΕΛΗΣ. «Τὸ Βάφαθρον» Μ. ΚΟΤΟΠΟΥΛΗ. «Ἡ Γαγιάσμα Παναθηναϊκὰ τοῦ 1915». ΚΥΝΤΑΛΑΤΩΣ. «Ὁ Παπαγάλος τοῦ 1915». ΠΑΝΕΛΛΗΝΙΟΝ «Πίκ-Νίκ». ΠΑΙΣΣΑ «Ὁ Θηλακός». ΦΑΛΗΡΟΝ «Ὁ γάμος τοῦ Δουξεμβούργου». ΑΘΗΝΑΪΚΟΝ «Καλὲ ἄντες». ΠΙΚ-ΝΙΚ «Ὁ καθρέπτης τοῦ 1915». ΛΑΟΥ «Ἡ σπασμένη». ΑΛΑΜΠΡΑ «Τὸ περιβόητο Ἀλεκάκι». ΔΕΞΑΜΕΝΗ Εὐρωπαϊκὴ τοῦ κ. Μίλλα «Ἡ γυναῖκα τοῦ Ὑπουργοῦ». ΕΠΑΥΛΙΣ ΘΩΝ. Καὶ τὰ δυσκολόδοκτα σινεματογράφοι.: [283, 741, 498, 905]
- ad-doctor-info: (Ἐξ. τέτρατιαν ἐν Βιέννῃ καὶ Παρισίοις ἐκπαιδευθείς). Δέχεται 9—11 π.μ. 3—6 ὁδὸς Ἁγίου Κωνσταντίνου 5Α.: [1193, 209, 1461, 245]
- article-paragraph: Ἐπὶ εὐκαιρίᾳ τῶν νεαρῶν καὶ τῆς ἑορτῆς ὁ Ἑλληνικὸς μουσικὸς θίασος ἐκ τῶν ἀρίστων μετὰ τὴν ἐπίσημον τελετὴν θὰ παραθέσῃ γεῦμα εἰς 600 πτωχοὺς.: [505, 570, 750, 618]
- subscription-macedonia: ΔΙΑ ΤΗΝ ΜΑΚΕΔΟΝΙΑΝ ΚΑΙ ΘΡΑΚΗΝ: [48, 371, 244, 383]
- notice-paragraph: Ὁ Συμβολαιογράφος καὶ κάτοικος Ἀθηνῶν Βασίλειος Δ. Μπόσδας ἑδρεύων ἐνταῦθα εἰς ἐπὶ τοῦ πλειστηριασμοῦ ὑπαλλήλου.: [1005, 235, 1185, 282]
- ad-kyllini-baths: Λουτρῆρες τέλειοι καὶ δι' ὅλας τὰς τάξεις.: [1005, 882, 1185, 905]
- article-paragraph: Πρὸς καταστρώσιν νέου διαγράμματος ἐκλήθη ἡ ἐπιτροπὴ ἵνα ἐκδώσῃ γνώμην.: [505, 900, 750, 925]
- law-551-banner: [1005, 1790, 1462, 1916]
- divider: [1192, 413, 1462, 415]
- article-paragraph: —Τὸ ξεφύσημα τῶν Ἀθηναίων ἀπὸ τὸν φλέγοντα Ἥλιον ἐξακολουθεῖ καὶ χθὲς μὲ τὴν αὐτὴν ὡς καὶ τὰς ἄλλας ἡμέρας ἐντασιν.: [15, 1093, 277, 1129]
- ad-damvergis-title: ΙΑΤΙΚΑ ΛΟΥΤΡΑ ΔΑΜΒΕΡΓΗ: [296, 1031, 485, 1048]
- subheading: Ἡ κόμης τοῦ Λουξεμβούργου: [758, 361, 939, 375]
- ad-ophthalmology-phone: Ἀθῆναι, Τηλέφωνον 524.: [327, 1223, 454, 1235]
- ad-koufeta-text: Στὸ «ΡΟΔΟΝ» Αἰόλου 283 (Βαρβάκειος Μεσαία) ἔφθασαν τὰ ἀνακυκλούμενα Παρισινὰ κουφέτα τελειότερα εὐθυνότερα τῆς ἐξ χωρίων ἀπὸ 2,40 ἕως 5 δραχ., ἐνῷ ἡ ὁκᾶ φορὰ εἶνε σπουδαία. Σιρόπια 2.50 καὶ 3,50.: [1192, 349, 1462, 409]
- ad-messi-line-2: ΕΠΙΣΤΟΜΙΟΝ: [1221, 275, 1310, 292]
- ad-clinic-text: Δεξιὰ ὁδὸς Γλάδστωνος 4—6 πρῶτη πάροδος τῆς ὁδοῦ Πατησίων. Ἰατρὸς τοῦ Παρισίων. Διευθυντὴς καὶ χειρουργὸς ἰατρὸς χειρουργός, μαιευτὴς, γυναικολόγος καὶ τῶν ἀφροδισίων.: [1005, 1032, 1185, 1114]
- subscription-russia: Γιά τούς ἐνΡΩΣΣΙΑ συνδρο- μητάς μας είνε: [59, 299, 233, 325]
- subheading: Εὐχαριστήρια τοῦ Βασιλέως πρὸς τὸν Μουσικὸν θίασον.: [505, 258, 747, 284]
- ad-hair-dye-approved: ΠΡΩΤΗ ΕΓΚΡΙΘΕΙΣΑ: [1268, 534, 1386, 546]
